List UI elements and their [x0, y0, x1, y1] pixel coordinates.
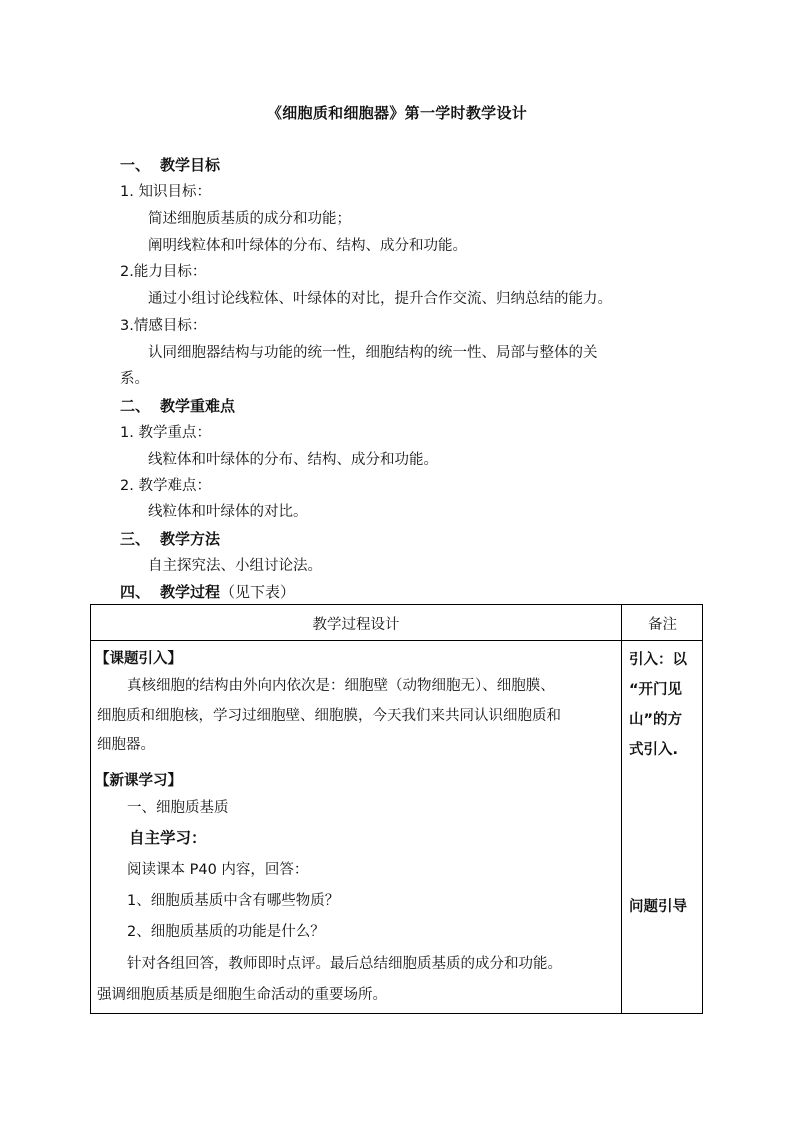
objective-item: 通过小组讨论线粒体、叶绿体的对比，提升合作交流、归纳总结的能力。 [148, 291, 612, 307]
note-line: 式引入. [629, 742, 679, 758]
column-divider [621, 605, 622, 1013]
objective-item: 2.能力目标： [120, 264, 207, 280]
teaching-process-table [90, 604, 703, 1014]
header-divider [91, 640, 702, 641]
document-title: 《细胞质和细胞器》第一学时教学设计 [266, 104, 528, 122]
section-number: 一、 [120, 156, 151, 174]
section-4-heading [120, 582, 295, 602]
section-number: 四、 [120, 583, 151, 601]
study-line: 1、细胞质基质中含有哪些物质？ [127, 893, 340, 909]
objective-item: 阐明线粒体和叶绿体的分布、结构、成分和功能。 [148, 238, 467, 254]
objective-item: 1. 知识目标： [120, 184, 211, 200]
section-note: （见下表） [220, 583, 296, 601]
section-3-heading [120, 529, 220, 549]
section-number: 二、 [120, 397, 151, 415]
intro-line: 真核细胞的结构由外向内依次是：细胞壁（动物细胞无）、细胞膜、 [127, 678, 555, 694]
note-line: 引入：以 [629, 652, 687, 668]
note-line: “开门见 [629, 682, 683, 698]
objective-item: 简述细胞质基质的成分和功能； [148, 211, 351, 227]
section-title: 教学重难点 [160, 397, 236, 415]
subsection-title: 一、细胞质基质 [127, 800, 229, 816]
study-line: 阅读课本 P40 内容，回答： [127, 862, 309, 878]
section-1-heading [120, 155, 220, 175]
study-line: 针对各组回答，教师即时点评。最后总结细胞质基质的成分和功能。 [127, 956, 562, 972]
keypoint-item: 线粒体和叶绿体的分布、结构、成分和功能。 [148, 452, 438, 468]
new-lesson-heading: 【新课学习】 [95, 773, 182, 789]
table-header-main: 教学过程设计 [312, 617, 400, 633]
section-number: 三、 [120, 530, 151, 548]
keypoint-item: 线粒体和叶绿体的对比。 [148, 504, 308, 520]
objective-item: 系。 [120, 371, 149, 387]
table-header-note: 备注 [648, 617, 677, 633]
self-study-label: 自主学习： [129, 829, 207, 847]
section-title: 教学方法 [160, 530, 221, 548]
study-line: 强调细胞质基质是细胞生命活动的重要场所。 [97, 987, 387, 1003]
keypoint-item: 1. 教学重点： [120, 425, 211, 441]
note-line: 问题引导 [629, 899, 687, 915]
section-title: 教学过程 [160, 583, 221, 601]
objective-item: 3.情感目标： [120, 318, 207, 334]
intro-heading: 【课题引入】 [95, 651, 182, 667]
keypoint-item: 2. 教学难点： [120, 478, 211, 494]
section-title: 教学目标 [160, 156, 221, 174]
study-line: 2、细胞质基质的功能是什么？ [127, 924, 325, 940]
intro-line: 细胞质和细胞核，学习过细胞壁、细胞膜，今天我们来共同认识细胞质和 [97, 708, 561, 724]
objective-item: 认同细胞器结构与功能的统一性，细胞结构的统一性、局部与整体的关 [148, 345, 598, 361]
section-2-heading [120, 396, 235, 416]
note-line: 山”的方 [629, 712, 683, 728]
intro-line: 细胞器。 [97, 737, 155, 753]
method-item: 自主探究法、小组讨论法。 [148, 558, 322, 574]
